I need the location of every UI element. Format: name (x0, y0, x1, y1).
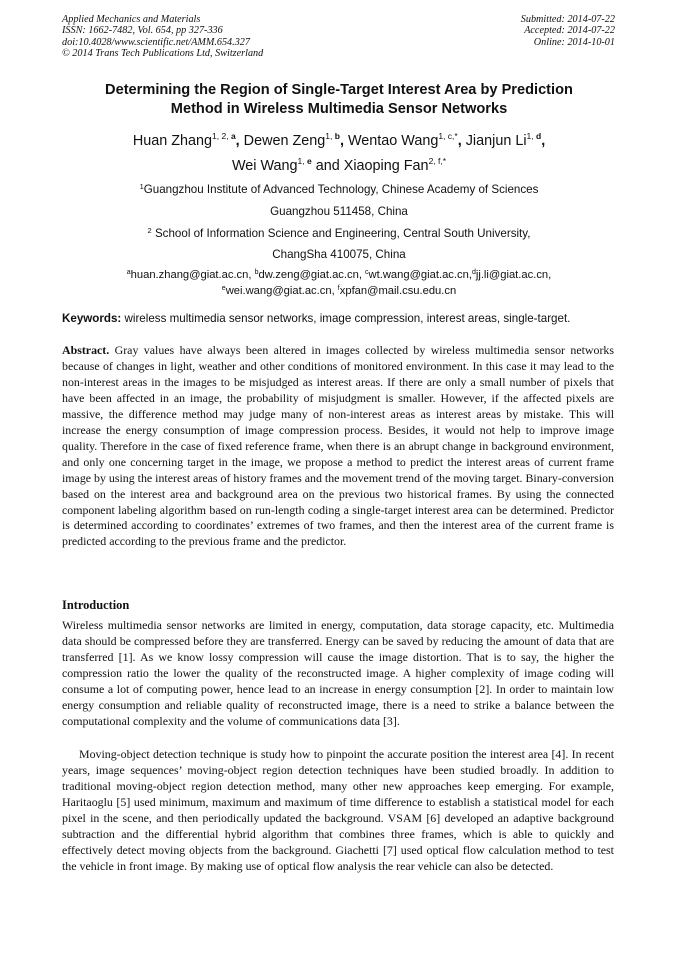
publication-dates (521, 14, 615, 48)
online-date: Online: 2014-10-01 (533, 36, 615, 48)
journal-name: Applied Mechanics and Materials (62, 14, 201, 25)
author-name: Xiaoping Fan (343, 158, 429, 174)
author-marker: 2, f,* (428, 156, 447, 166)
email-mark: f (337, 285, 340, 292)
affiliation-mark: 2 (147, 226, 152, 235)
email-address: wei.wang@giat.ac.cn (225, 285, 332, 297)
journal-info (62, 14, 263, 60)
affiliation-institution: School of Information Science and Engineering, Central South University, (151, 227, 531, 240)
author-name: Wentao Wang (347, 133, 439, 149)
email-mark: e (221, 285, 226, 292)
author-marker: 1, d (526, 131, 542, 141)
title-line-2: Method in Wireless Multimedia Sensor Networks (170, 101, 508, 117)
introduction-paragraph-2: Moving-object detection technique is study how to pinpoint the accurate position the interest area [4]. In recent years, image sequences’ moving-object region detection techniques have been studied broadly. In addition to traditional moving-object region detection method, many other new approaches keep emerging. For example, Haritaoglu [5] used minimum, maximum and maximum of time difference to establish a statistical model for each pixel in the scene, and then periodically updated the background. VSAM [6] developed an adaptive background subtraction and the differential hybrid algorithm that combines three frames, which is able to quickly and effectively detect moving objects from the background. Giachetti [7] used optical flow calculation method to test the vehicle in front image. By making use of optical flow analysis the rear vehicle can also be detected. (62, 747, 614, 873)
keywords (62, 311, 618, 326)
affiliation-1-address: Guangzhou 511458, China (270, 205, 408, 218)
author-marker: 1, b (325, 131, 340, 141)
email-address: dw.zeng@giat.ac.cn (258, 269, 359, 281)
affiliation-mark: 1 (139, 182, 144, 191)
affiliation-2-address: ChangSha 410075, China (272, 248, 406, 261)
email-mark: c (365, 269, 369, 276)
email-address: jj.li@giat.ac.cn (475, 269, 549, 281)
author-name: Wei Wang (231, 158, 298, 174)
emails-line-2: $^e$wei.wang@giat.ac.cn, $^f$xpfan@mail.csu.edu.cn (221, 285, 457, 297)
author-marker: 1, c,* (438, 131, 458, 141)
issn: ISSN: 1662-7482, Vol. 654, pp 327-336 (62, 25, 223, 37)
abstract-text: Gray values have always been altered in images collected by wireless multimedia sensor networks because of changes in light, weather and other conditions of monitored environment. In this case it may lead to the non-interest areas in the images to be misjudged as interest areas. If there are only a small number of pixels that have been affected in an image, the probability of misjudgment is smaller. However, if the affected pixels are massive, the difference method may judge many of non-interest areas as interest areas by mistake. This will increase the energy consumption of image compression process. Besides, it would not help to improve image quality. Therefore in the case of fixed reference frame, when there is an abrupt change in background environment, and only one concerning target in the image, we propose a method to predict the interest areas of current frame image by using the interest areas of history frames and the movement trend of the moving target. Binary-conversion based on the interest area and background area on the previous two historical frames. By using the connected component labeling algorithm based on run-length coding a single-target interest area can be determined. Predictor is determined according to coordinates’ extremes of two frames, and then the interest area of the current frame is predicted according to the previous frame and the predictor. (62, 343, 614, 549)
affiliation-1 (40, 183, 638, 197)
abstract (62, 343, 614, 550)
affiliation-2 (40, 227, 638, 241)
author-name: Huan Zhang (132, 133, 213, 149)
author-marker: 1, e (297, 156, 312, 166)
accepted-date: Accepted: 2014-07-22 (524, 25, 615, 37)
section-heading-introduction: Introduction (62, 598, 130, 612)
introduction-paragraph-1: Wireless multimedia sensor networks are limited in energy, computation, data storage capacity, etc. Multimedia data should be compressed before they are transferred. Energy can be saved by reducing the amount of data that are transferred [1]. As we know lossy compression will cause the image distortion. That is to say, the higher the compression ratio the lower the quality of the reconstructed image. A higher complexity of image coding will consume a lot of computing power, hence lead to an increase in energy consumption [2]. In order to maintain low energy consumption and reliable quality of reconstructed image, there is a need to strike a balance between the computational complexity and the volume of communications data [3]. (62, 618, 614, 728)
email-address: xpfan@mail.csu.edu.cn (339, 285, 457, 297)
keywords-text: wireless multimedia sensor networks, image compression, interest areas, single-target. (121, 312, 571, 325)
author-name: Jianjun Li (465, 133, 527, 149)
emails-line-1: $^a$huan.zhang@giat.ac.cn, $^b$dw.zeng@giat.ac.cn, $^c$wt.wang@giat.ac.cn,$^d$jj.li@giat.ac.cn, (126, 269, 552, 281)
affiliation-institution: Guangzhou Institute of Advanced Technology, Chinese Academy of Sciences (143, 183, 539, 196)
email-address: huan.zhang@giat.ac.cn (130, 269, 249, 281)
email-mark: d (471, 269, 476, 276)
email-mark: a (126, 269, 131, 276)
doi: doi:10.4028/www.scientific.net/AMM.654.327 (62, 36, 250, 48)
paper-title (40, 81, 638, 119)
authors-line-2 (40, 156, 638, 176)
email-mark: b (254, 269, 259, 276)
authors-joiner: and (315, 158, 340, 174)
email-address: wt.wang@giat.ac.cn (368, 269, 469, 281)
author-name: Dewen Zeng (243, 133, 326, 149)
title-line-1: Determining the Region of Single-Target Interest Area by Prediction (105, 82, 573, 98)
abstract-label: Abstract. (62, 343, 110, 357)
submitted-date: Submitted: 2014-07-22 (520, 14, 615, 25)
copyright: © 2014 Trans Tech Publications Ltd, Switzerland (62, 48, 264, 60)
keywords-label: Keywords: (62, 312, 122, 325)
author-marker: 1, 2, a (212, 131, 236, 141)
authors-line-1: Huan Zhang$^{1, 2, a}$, Dewen Zeng$^{1, b}$, Wentao Wang$^{1, c,*}$, Jianjun Li$^{1, d}$, (132, 131, 546, 149)
